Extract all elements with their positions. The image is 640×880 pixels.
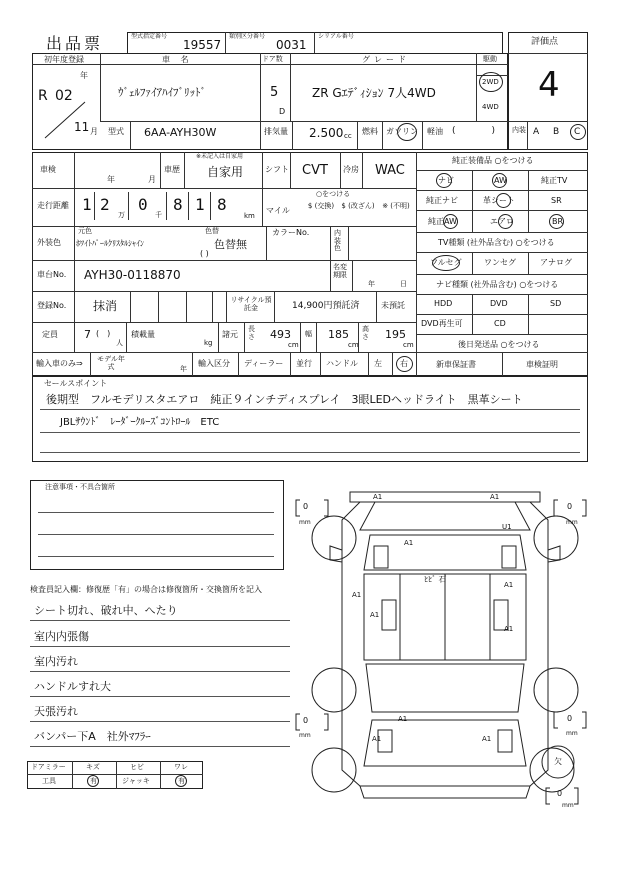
equip-navi: ナビ bbox=[438, 176, 454, 185]
later-warranty: 新車保証書 bbox=[436, 360, 476, 369]
hei-value: 195 bbox=[385, 328, 406, 341]
equip-leather: 革シート bbox=[483, 196, 515, 205]
equip-br: BR bbox=[552, 217, 564, 226]
chassis-label: 車台No. bbox=[37, 270, 67, 279]
tire-fr-depth: 0 bbox=[567, 502, 573, 511]
month-value: 11 bbox=[74, 120, 90, 134]
mileage-d5: 1 bbox=[195, 195, 205, 214]
usage-note: ※未記入は自家用 bbox=[196, 153, 244, 160]
import-nen: 年 bbox=[180, 365, 187, 373]
mileage-d2: 2 bbox=[100, 195, 110, 214]
meigi-label: 名変期限 bbox=[333, 263, 347, 279]
fuel-label: 燃料 bbox=[362, 127, 378, 136]
notes-label: 注意事項・不具合箇所 bbox=[45, 483, 115, 491]
later-label: 後日発送品 ○をつける bbox=[458, 340, 540, 349]
grade-value: ZR Gｴﾃﾞｨｼｮﾝ 7人4WD bbox=[312, 86, 436, 100]
tire-fl-mm: mm bbox=[299, 519, 311, 526]
recycle-value: 14,900円預託済 bbox=[292, 301, 360, 311]
meigi-day: 日 bbox=[400, 280, 407, 288]
equip-navi-circle bbox=[436, 173, 452, 188]
recycle-opt: 未預託 bbox=[381, 301, 405, 310]
light-label: 軽油 bbox=[427, 127, 443, 136]
later-shaken: 車検証明 bbox=[526, 360, 558, 369]
chassis-value: AYH30-0118870 bbox=[84, 268, 181, 282]
recycle-label: リサイクル預託金 bbox=[230, 296, 272, 313]
doors-value: 5 bbox=[270, 85, 279, 100]
legend-scratch: キズ bbox=[86, 763, 100, 771]
interior-color-label: 内装色 bbox=[334, 229, 341, 253]
len-cm: cm bbox=[288, 341, 299, 349]
dmg-bumper-left: A1 bbox=[372, 735, 382, 743]
doors-label: ドア数 bbox=[262, 55, 283, 63]
hei-label: 高さ bbox=[362, 325, 369, 341]
light-paren: ( ) bbox=[452, 126, 496, 136]
tire-rr-depth: 0 bbox=[567, 714, 573, 723]
color-label: 外装色 bbox=[37, 238, 61, 247]
hei-cm: cm bbox=[403, 341, 414, 349]
navi-sd: SD bbox=[550, 299, 562, 308]
model-label: 型式 bbox=[108, 127, 124, 136]
shaken-label: 車検 bbox=[40, 165, 56, 174]
car-diagram bbox=[290, 480, 630, 810]
mile-exchange: $ (交換) bbox=[307, 202, 335, 210]
iroban-label: 色替 bbox=[205, 227, 219, 235]
drive-circle bbox=[479, 72, 503, 92]
legend-break: ワレ bbox=[174, 763, 188, 771]
iroban-value: 色替無 bbox=[214, 238, 247, 251]
legend-tools-circle bbox=[87, 775, 99, 787]
year-num: 02 bbox=[55, 88, 73, 104]
tire-rl-mm: mm bbox=[299, 732, 311, 739]
sales-line2: JBLｻｳﾝﾄﾞ ﾚｰﾀﾞｰｸﾙｰｽﾞｺﾝﾄﾛｰﾙ ETC bbox=[60, 417, 220, 428]
dmg-bumper-right: A1 bbox=[482, 735, 492, 743]
mileage-label: 走行距離 bbox=[37, 201, 69, 210]
legend-crack: ヒビ bbox=[130, 763, 144, 771]
first-reg-label: 初年度登録 bbox=[44, 55, 84, 64]
reg-label: 登録No. bbox=[37, 301, 67, 310]
dmg-door-right-front: A1 bbox=[504, 581, 514, 589]
ruibetsu-label: 類別区分番号 bbox=[229, 33, 266, 40]
doors-sub: D bbox=[279, 107, 286, 116]
parallel-opt: 並行 bbox=[296, 359, 312, 368]
grade-c: C bbox=[574, 127, 581, 137]
len-value: 493 bbox=[270, 328, 291, 341]
note-item-1: シート切れ、破れ中、へたり bbox=[34, 604, 178, 617]
tire-fr-mm: mm bbox=[566, 519, 578, 526]
mileage-km: km bbox=[244, 212, 255, 220]
reg-value: 抹消 bbox=[93, 299, 118, 313]
note-item-6: バンパー下A 社外ﾏﾌﾗｰ bbox=[34, 730, 151, 743]
dmg-front-left: A1 bbox=[373, 493, 383, 501]
mileage-man: 万 bbox=[118, 211, 125, 219]
note-item-5: 天張汚れ bbox=[34, 705, 78, 718]
legend-jack: ジャッキ bbox=[122, 777, 150, 785]
ac-value: WAC bbox=[375, 163, 405, 178]
page-title: 出品票 bbox=[46, 34, 104, 53]
dmg-fender-right: U1 bbox=[502, 523, 512, 531]
tv-fullseg: フルセグ bbox=[430, 258, 462, 267]
load-kg: kg bbox=[204, 339, 213, 347]
dmg-hood: A1 bbox=[404, 539, 414, 547]
sales-label: セールスポイント bbox=[44, 379, 108, 388]
serial-label: シリアル番号 bbox=[318, 33, 354, 40]
right-circle bbox=[396, 356, 413, 372]
carname-label: 車 名 bbox=[162, 55, 193, 64]
handle-label: ハンドル bbox=[326, 359, 358, 368]
grade-label: グレード bbox=[362, 55, 410, 64]
mile-unknown: ※ (不明) bbox=[382, 202, 410, 210]
legend-tools-yes: 有 bbox=[90, 777, 97, 785]
load-label: 積載量 bbox=[131, 330, 155, 339]
wid-label: 幅 bbox=[305, 330, 312, 338]
ac-label: 冷房 bbox=[343, 165, 359, 174]
tire-rl-depth: 0 bbox=[303, 716, 309, 725]
note-item-2: 室内内張傷 bbox=[34, 630, 89, 643]
dmg-door-left: A1 bbox=[352, 591, 362, 599]
grade-c-circle bbox=[570, 124, 586, 140]
inspector-label: 検査員記入欄：修復歴「有」の場合は修復箇所・交換箇所を記入 bbox=[30, 585, 262, 594]
tsuki-label: 月 bbox=[90, 127, 98, 136]
dealer-opt: ディーラー bbox=[244, 359, 284, 368]
note-item-3: 室内汚れ bbox=[34, 655, 78, 668]
drive-4wd: 4WD bbox=[482, 103, 499, 111]
mileage-sen: 千 bbox=[155, 211, 162, 219]
dmg-rear-left: A1 bbox=[398, 715, 408, 723]
grade-b: B bbox=[553, 127, 560, 137]
score-value: 4 bbox=[538, 65, 560, 105]
usage-label: 車歴 bbox=[164, 165, 180, 174]
dims-label: 諸元 bbox=[222, 330, 238, 339]
cap-label: 定員 bbox=[42, 330, 58, 339]
dmg-door-right-rear: A1 bbox=[504, 625, 514, 633]
mileage-d1: 1 bbox=[82, 195, 92, 214]
fuel-value: ガソリン bbox=[386, 127, 418, 136]
equip-jnavi: 純正ナビ bbox=[426, 196, 458, 205]
genshoku-label: 元色 bbox=[78, 227, 92, 235]
mileage-d3: 0 bbox=[138, 195, 148, 214]
usage-value: 自家用 bbox=[207, 165, 244, 179]
import-label: 輸入車のみ⇒ bbox=[36, 359, 83, 368]
fuel-circle bbox=[397, 123, 417, 141]
division-label: 輸入区分 bbox=[198, 359, 230, 368]
shift-value: CVT bbox=[302, 163, 328, 178]
navi-dvd: DVD bbox=[490, 299, 508, 308]
equip-aero: エアロ bbox=[490, 217, 514, 226]
kata-value: 19557 bbox=[183, 38, 222, 52]
navi-hdd: HDD bbox=[434, 299, 453, 308]
legend-jack-yes: 有 bbox=[178, 777, 185, 785]
color-value: ﾎﾜｲﾄﾊﾟｰﾙｸﾘｽﾀﾙｼｬｲﾝ bbox=[76, 239, 144, 248]
cc-label: 排気量 bbox=[264, 127, 288, 136]
equip-tv: 純正TV bbox=[541, 176, 568, 185]
navi-cd: CD bbox=[494, 319, 506, 328]
spare-missing: 欠 bbox=[554, 757, 562, 766]
tv-analog: アナログ bbox=[540, 258, 572, 267]
shaken-month: 月 bbox=[148, 175, 156, 184]
navi-dvdplay: DVD再生可 bbox=[421, 319, 463, 328]
legend-tools: 工具 bbox=[42, 777, 56, 785]
legend-mirror: ドアミラー bbox=[31, 763, 66, 771]
interior-label: 内装 bbox=[512, 126, 526, 134]
ruibetsu-value: 0031 bbox=[276, 38, 307, 52]
colorno-label: カラーNo. bbox=[272, 228, 310, 237]
mile-tampered: $ (改ざん) bbox=[341, 202, 375, 210]
kata-label: 型式指定番号 bbox=[131, 33, 168, 40]
drive-2wd: 2WD bbox=[482, 78, 499, 86]
left-opt: 左 bbox=[374, 359, 382, 368]
model-year-label: モデル年式 bbox=[97, 355, 125, 372]
cap-paren: ( ) bbox=[96, 329, 111, 338]
wid-cm: cm bbox=[348, 341, 359, 349]
score-label: 評価点 bbox=[531, 37, 559, 47]
tire-spare-mm: mm bbox=[562, 802, 574, 809]
tire-fl-depth: 0 bbox=[303, 502, 309, 511]
equip-jaw: 純正AW bbox=[428, 217, 457, 226]
tire-rr-mm: mm bbox=[566, 730, 578, 737]
note-item-4: ハンドルすれ大 bbox=[34, 680, 111, 693]
equip-label: 純正装備品 ○をつける bbox=[452, 156, 534, 165]
len-label: 長さ bbox=[248, 325, 255, 341]
equip-br-circle bbox=[549, 214, 564, 229]
era: R bbox=[38, 88, 48, 104]
tire-spare-depth: 0 bbox=[557, 789, 563, 798]
tv-fullseg-circle bbox=[432, 255, 460, 271]
meigi-year: 年 bbox=[368, 280, 375, 288]
mileage-d4: 8 bbox=[173, 195, 183, 214]
shaken-year: 年 bbox=[107, 175, 115, 184]
dmg-door-left-rear: A1 bbox=[370, 611, 380, 619]
mileage-d6: 8 bbox=[217, 195, 227, 214]
cap-value: 7 bbox=[84, 328, 91, 341]
tv-label: TV種類 (社外品含む) ○をつける bbox=[438, 238, 555, 247]
tv-oneseg: ワンセグ bbox=[484, 258, 516, 267]
equip-jaw-circle bbox=[443, 214, 458, 229]
cc-value: 2.500 bbox=[309, 126, 344, 140]
equip-aw-circle bbox=[492, 173, 507, 188]
dmg-front-right: A1 bbox=[490, 493, 500, 501]
iroban-paren: ( ) bbox=[200, 249, 209, 258]
dmg-windshield: ﾋﾋﾞ 石 bbox=[424, 575, 447, 584]
equip-aero-circle bbox=[498, 214, 513, 229]
equip-leather-circle bbox=[496, 193, 511, 208]
mile-label: マイル bbox=[266, 206, 290, 215]
equip-aw: AW bbox=[494, 176, 507, 185]
grade-a: A bbox=[533, 127, 540, 137]
cc-unit: cc bbox=[344, 132, 352, 140]
sales-line1: 後期型 フルモデリスタエアロ 純正９インチディスプレイ 3眼LEDヘッドライト 黒革シート bbox=[46, 393, 523, 406]
right-opt: 右 bbox=[400, 359, 408, 368]
cap-person: 人 bbox=[116, 339, 123, 347]
drive-label: 駆動 bbox=[483, 55, 497, 63]
wid-value: 185 bbox=[328, 328, 349, 341]
navi-label: ナビ種類 (社外品含む) ○をつける bbox=[436, 280, 559, 289]
carname-value: ｳﾞｪﾙﾌｧｲｱﾊｲﾌﾞﾘｯﾄﾞ bbox=[118, 86, 206, 99]
slash-mark bbox=[40, 100, 100, 140]
nen-label: 年 bbox=[80, 71, 88, 80]
legend-jack-circle bbox=[175, 775, 187, 787]
shift-label: シフト bbox=[265, 165, 289, 174]
equip-sr: SR bbox=[551, 196, 562, 205]
mileage-note: ○をつける bbox=[316, 190, 351, 198]
model-value: 6AA-AYH30W bbox=[144, 126, 217, 139]
